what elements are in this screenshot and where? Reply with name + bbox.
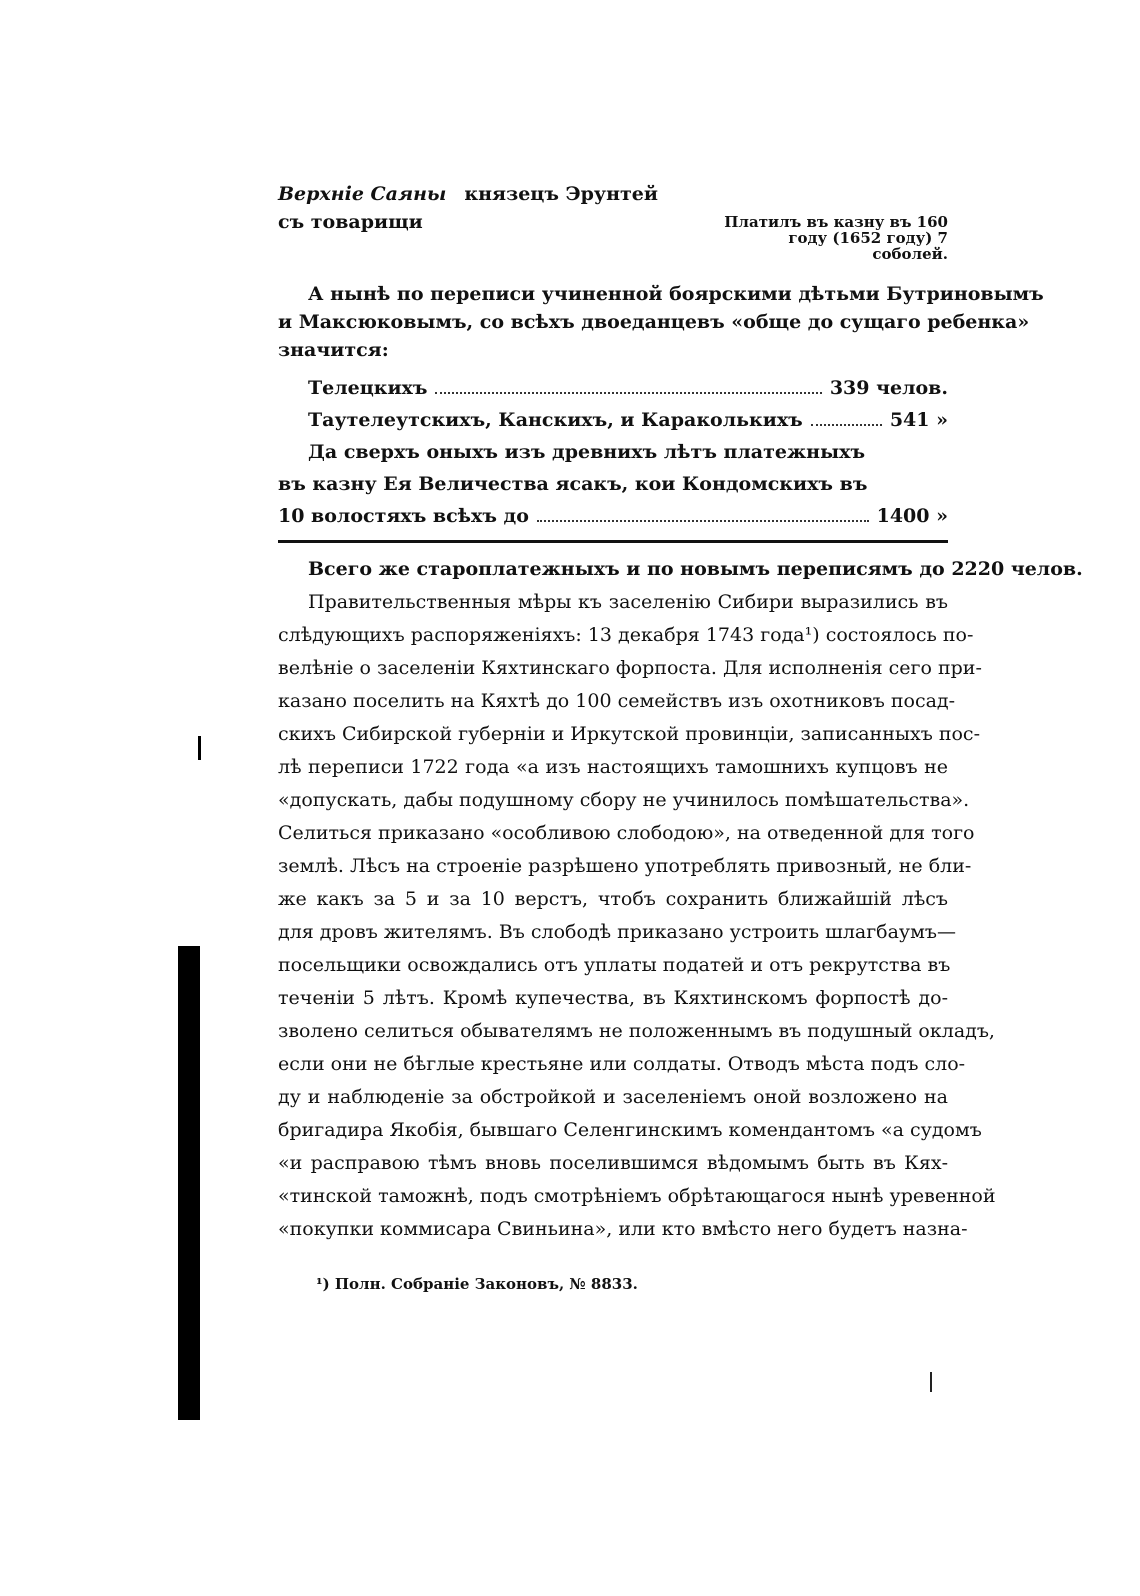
body-line: «допускать, дабы подушному сбору не учинилось помѣшательства». [278, 789, 970, 811]
leader-dots [811, 424, 882, 426]
body-line: Правительственныя мѣры къ заселенію Сибири выразились въ [308, 591, 948, 613]
body-line: если они не бѣглые крестьяне или солдаты. Отводъ мѣста подъ сло- [278, 1053, 966, 1075]
body-line: «покупки коммисара Свиньина», или кто вмѣсто него будетъ назна- [278, 1218, 968, 1240]
census-list [278, 372, 948, 532]
list-item: Да сверхъ оныхъ изъ древнихъ лѣтъ платежныхъ [308, 441, 866, 463]
body-line: теченіи 5 лѣтъ. Кромѣ купечества, въ Кяхтинскомъ форпостѣ до- [278, 987, 948, 1009]
tribute-note: Платилъ въ казну въ 160 году (1652 году) 7 соболей. [724, 213, 948, 263]
page-text [278, 180, 1083, 1294]
body-line: казано поселить на Кяхтѣ до 100 семействъ изъ охотниковъ посад- [278, 690, 956, 712]
list-item: въ казну Ея Величества ясакъ, кои Кондомскихъ въ [278, 473, 868, 495]
body-line: бригадира Якобія, бывшаго Селенгинскимъ комендантомъ «а судомъ [278, 1119, 982, 1141]
body-line: посельщики освождались отъ уплаты податей и отъ рекрутства въ [278, 954, 951, 976]
heading-line-2: съ товарищи [278, 211, 423, 233]
body-line: зволено селиться обывателямъ не положеннымъ въ подушный окладъ, [278, 1020, 995, 1042]
heading-rest: князецъ Эрунтей [464, 183, 658, 205]
intro-line: значится: [278, 339, 389, 361]
scan-mark [930, 1372, 932, 1392]
body-line: «и расправою тѣмъ вновь поселившимся вѣдомымъ быть въ Кях- [278, 1152, 948, 1174]
body-line: лѣ переписи 1722 года «а изъ настоящихъ тамошнихъ купцовъ не [278, 756, 948, 778]
body-line: велѣніе о заселеніи Кяхтинскаго форпоста. Для исполненія сего при- [278, 657, 982, 679]
body-line: Селиться приказано «особливою слободою», на отведенной для того [278, 822, 975, 844]
list-item: Таутелеутскихъ, Канскихъ, и Караколькихъ 541 » [308, 409, 948, 431]
leader-dots [435, 392, 821, 394]
body-line: скихъ Сибирской губерніи и Иркутской провинціи, записанныхъ пос- [278, 723, 980, 745]
body-line: для дровъ жителямъ. Въ слободѣ приказано устроить шлагбаумъ— [278, 921, 956, 943]
body-line: ду и наблюденіе за обстройкой и заселеніемъ оной возложено на [278, 1086, 948, 1108]
body-line: «тинской таможнѣ, подъ смотрѣніемъ обрѣтающагося нынѣ уревенной [278, 1185, 996, 1207]
list-item: Телецкихъ 339 челов. [308, 377, 948, 399]
heading-title: Верхніе Саяны [278, 183, 447, 205]
body-line: же какъ за 5 и за 10 верстъ, чтобъ сохранить ближайшій лѣсъ [278, 888, 948, 910]
intro-line: А нынѣ по переписи учиненной боярскими дѣтьми Бутриновымъ [308, 283, 1044, 305]
list-item: 10 волостяхъ всѣхъ до 1400 » [278, 505, 948, 527]
total-line: Всего же староплатежныхъ и по новымъ переписямъ до 2220 челов. [308, 558, 1083, 580]
footnote: ¹) Полн. Собраніе Законовъ, № 8833. [316, 1275, 638, 1293]
heading-line-1 [278, 180, 948, 208]
main-paragraph [278, 586, 996, 1246]
intro-paragraph [278, 280, 1044, 364]
separator-rule [278, 540, 948, 543]
body-line: землѣ. Лѣсъ на строеніе разрѣшено употреблять привозный, не бли- [278, 855, 972, 877]
leader-dots [537, 520, 869, 522]
body-line: слѣдующихъ распоряженіяхъ: 13 декабря 1743 года¹) состоялось по- [278, 624, 974, 646]
scan-edge-tick [198, 736, 201, 760]
intro-line: и Максюковымъ, со всѣхъ двоеданцевъ «обще до сущаго ребенка» [278, 311, 1030, 333]
scan-edge-bar [178, 946, 200, 1420]
